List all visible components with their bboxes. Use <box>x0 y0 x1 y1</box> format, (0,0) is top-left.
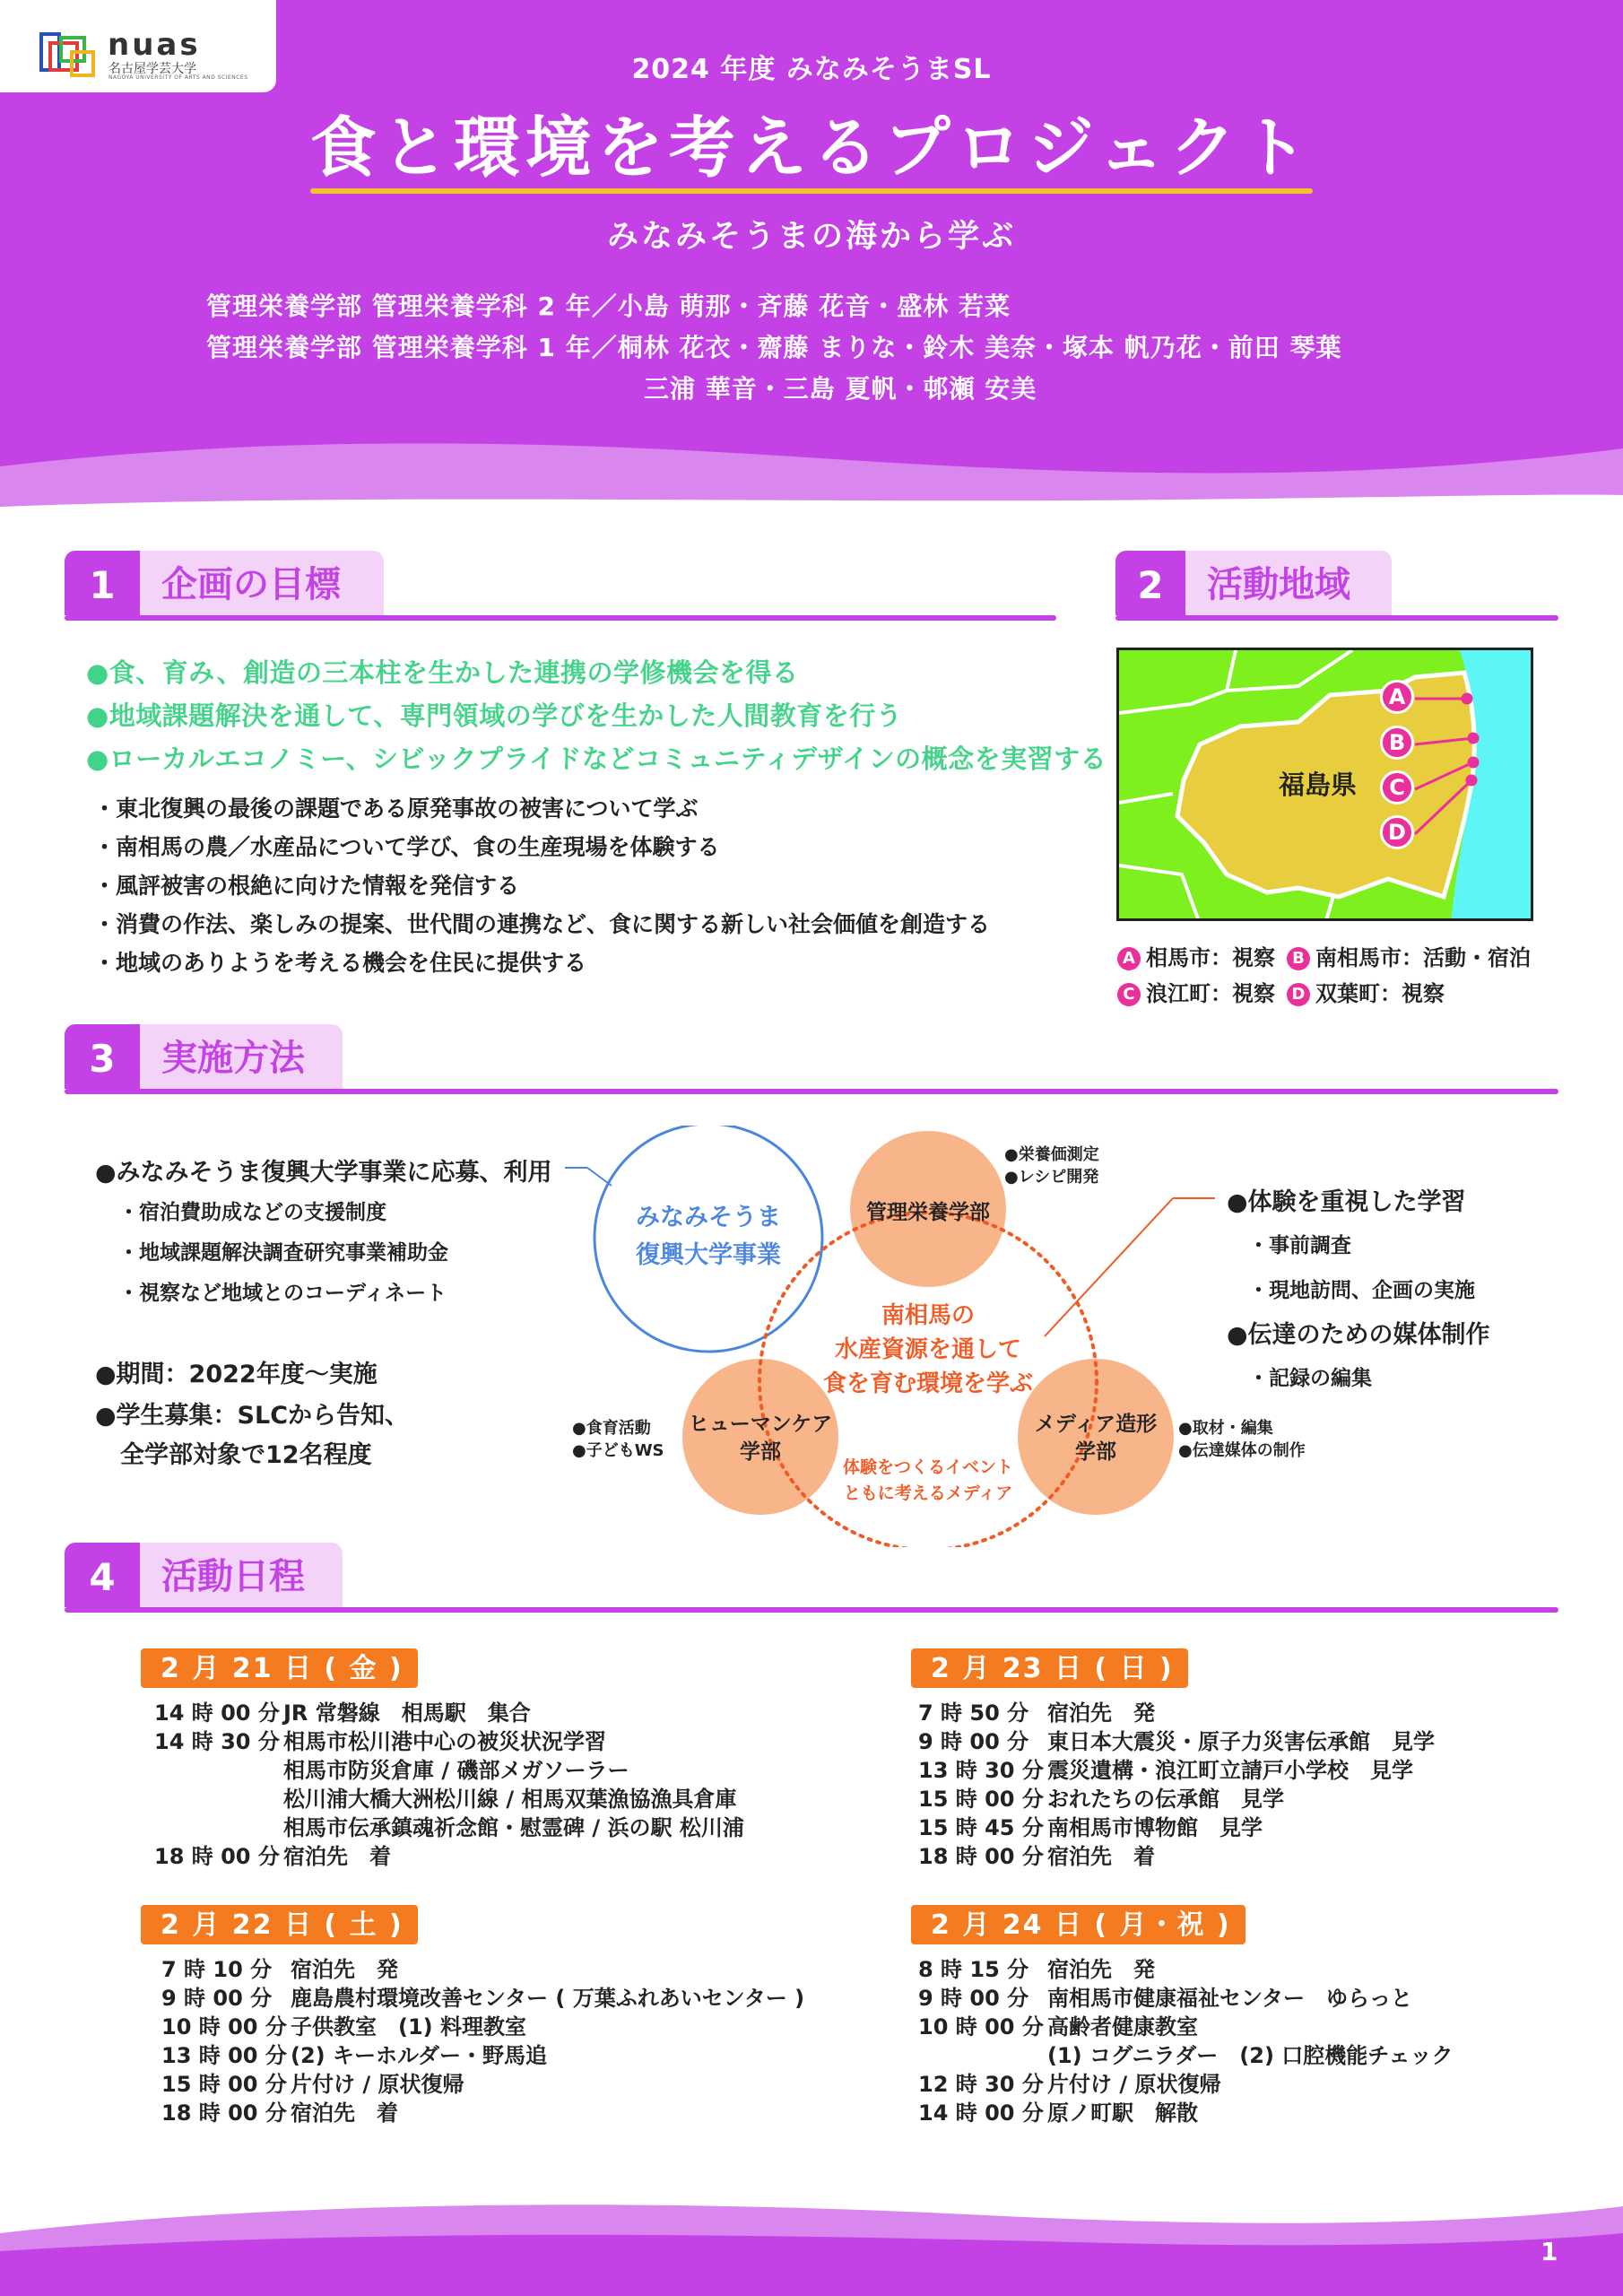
map-legend-item <box>1287 976 1445 1007</box>
section-rule <box>1115 615 1558 621</box>
schedule-event: (1) コグニラダー (2) 口腔機能チェック <box>1047 2043 1454 2068</box>
note-line: ●取材・編集 <box>1178 1419 1273 1438</box>
dept-label-line: 学部 <box>740 1440 781 1464</box>
legend-text: 浪江町：視察 <box>1146 981 1275 1006</box>
schedule-row <box>161 1984 804 2013</box>
legend-dot-icon: D <box>1287 983 1310 1006</box>
dept-humancare <box>682 1411 838 1466</box>
method-sub: ・宿泊費助成などの支援制度 <box>118 1201 386 1224</box>
legend-text: 双葉町：視察 <box>1315 981 1445 1006</box>
section-title: 企画の目標 <box>140 551 384 615</box>
schedule-time: 15 時 00 分 <box>161 2072 287 2097</box>
schedule-time <box>154 1813 273 1842</box>
dept-media <box>1018 1411 1174 1466</box>
section-rule <box>65 1607 1558 1613</box>
program-label <box>619 1199 798 1274</box>
schedule-time: 18 時 00 分 <box>918 1844 1044 1869</box>
schedule-row <box>918 1785 1435 1813</box>
schedule-row <box>161 2070 804 2099</box>
dept-label-line: メディア造形 <box>1034 1413 1158 1436</box>
map-pin-b: B <box>1380 726 1414 760</box>
schedule-event: 片付け / 原状復帰 <box>1047 2072 1221 2097</box>
schedule-row <box>154 1699 744 1727</box>
core-subtheme-line: ともに考えるメディア <box>843 1483 1013 1503</box>
section-title: 活動地域 <box>1185 551 1392 615</box>
schedule-event: (2) キーホルダー・野馬追 <box>291 2043 548 2068</box>
map-legend-item <box>1117 940 1275 971</box>
schedule-event: JR 常磐線 相馬駅 集合 <box>283 1700 531 1726</box>
section-rule <box>65 1089 1558 1094</box>
schedule-day-label: 2 月 24 日 ( 月・祝 ) <box>911 1905 1245 1944</box>
page-subtitle: みなみそうまの海から学ぶ <box>606 219 1016 255</box>
schedule-row <box>154 1727 744 1756</box>
method-main: ●みなみそうま復興大学事業に応募、利用 <box>95 1159 552 1187</box>
schedule-time: 9 時 00 分 <box>918 1986 1029 2011</box>
schedule-row <box>918 2013 1454 2041</box>
list-item: ・東北復興の最後の課題である原発事故の被害について学ぶ <box>93 796 699 822</box>
schedule-row <box>161 2013 804 2041</box>
legend-dot-icon: C <box>1117 983 1141 1006</box>
schedule-row <box>918 1699 1435 1727</box>
schedule-event: 相馬市伝承鎮魂祈念館・慰霊碑 / 浜の駅 松川浦 <box>283 1815 744 1840</box>
schedule-time: 9 時 00 分 <box>918 1729 1029 1754</box>
footer-wave <box>0 2197 1623 2296</box>
schedule-row <box>918 1727 1435 1756</box>
section-number: 4 <box>65 1543 140 1607</box>
logo-jp: 名古屋学芸大学 <box>108 62 196 76</box>
year-label: 2024 年度 みなみそうまSL <box>631 54 992 85</box>
schedule-row <box>918 1984 1454 2013</box>
logo-name: nuas <box>108 27 201 63</box>
approach-sub: ・現地訪問、企画の実施 <box>1248 1279 1475 1302</box>
schedule-day-label: 2 月 21 日 ( 金 ) <box>141 1648 418 1688</box>
schedule-event: 子供教室 (1) 料理教室 <box>291 2014 526 2039</box>
core-subtheme <box>820 1455 1036 1507</box>
method-period: ●期間：2022年度〜実施 <box>95 1361 378 1388</box>
schedule-row <box>161 2099 804 2127</box>
legend-text: 南相馬市：活動・宿泊 <box>1315 945 1531 970</box>
section-number: 2 <box>1115 551 1185 615</box>
schedule-row <box>918 1756 1435 1785</box>
method-recruit: 全学部対象で12名程度 <box>120 1441 372 1469</box>
title-underline <box>310 188 1313 194</box>
goal-item: ●地域課題解決を通して、専門領域の学びを生かした人間教育を行う <box>86 700 903 731</box>
schedule-event: 松川浦大橋大洲松川線 / 相馬双葉漁協漁具倉庫 <box>283 1787 737 1812</box>
schedule-day-label: 2 月 22 日 ( 土 ) <box>141 1905 418 1944</box>
approach-heading: ●伝達のための媒体制作 <box>1227 1321 1490 1349</box>
map-legend-item <box>1287 940 1531 971</box>
note-line: ●食育活動 <box>572 1419 651 1438</box>
schedule-list <box>918 1955 1454 2127</box>
page-title: 食と環境を考えるプロジェクト <box>309 109 1314 187</box>
region-map <box>1116 648 1533 921</box>
core-theme-line: 水産資源を通して <box>834 1336 1021 1363</box>
members-line: 管理栄養学部 管理栄養学科 1 年／桐林 花衣・齋藤 まりな・鈴木 美奈・塚本 帆乃花・前田 琴葉 <box>206 333 1342 362</box>
schedule-list <box>154 1699 744 1871</box>
note-line: ●伝達媒体の制作 <box>1178 1441 1306 1460</box>
schedule-event: 宿泊先 発 <box>291 1957 398 1982</box>
approach-sub: ・記録の編集 <box>1248 1367 1372 1390</box>
dept-nutrition: 管理栄養学部 <box>866 1201 990 1224</box>
media-notes <box>1178 1417 1306 1462</box>
schedule-day-label: 2 月 23 日 ( 日 ) <box>911 1648 1188 1688</box>
schedule-time: 14 時 00 分 <box>154 1700 280 1726</box>
list-item: ・風評被害の根絶に向けた情報を発信する <box>93 873 520 899</box>
core-theme <box>794 1299 1063 1401</box>
schedule-list <box>918 1699 1435 1871</box>
schedule-time: 14 時 30 分 <box>154 1729 280 1754</box>
schedule-event: 片付け / 原状復帰 <box>291 2072 464 2097</box>
schedule-event: おれたちの伝承館 見学 <box>1047 1787 1284 1812</box>
schedule-row <box>154 1756 744 1785</box>
schedule-time: 15 時 45 分 <box>918 1815 1044 1840</box>
schedule-row <box>918 2070 1454 2099</box>
legend-text: 相馬市：視察 <box>1146 945 1275 970</box>
approach-heading: ●体験を重視した学習 <box>1227 1188 1466 1216</box>
method-sub: ・地域課題解決調査研究事業補助金 <box>118 1241 448 1265</box>
legend-dot-icon: B <box>1287 947 1310 970</box>
schedule-event: 宿泊先 着 <box>1047 1844 1155 1869</box>
section-number: 1 <box>65 551 140 615</box>
method-sub: ・視察など地域とのコーディネート <box>118 1282 447 1305</box>
collaboration-diagram <box>565 1126 1264 1547</box>
schedule-event: 相馬市防災倉庫 / 磯部メガソーラー <box>283 1758 629 1783</box>
goal-detail-list <box>93 789 990 982</box>
nutrition-notes <box>1004 1144 1099 1188</box>
schedule-row <box>154 1813 744 1842</box>
schedule-row <box>918 2041 1454 2070</box>
schedule-time: 18 時 00 分 <box>154 1844 280 1869</box>
program-label-line: 復興大学事業 <box>636 1241 781 1269</box>
schedule-row <box>918 2099 1454 2127</box>
map-legend-item <box>1117 976 1275 1007</box>
schedule-row <box>154 1785 744 1813</box>
list-item: ・地域のありようを考える機会を住民に提供する <box>93 950 587 976</box>
schedule-row <box>154 1842 744 1871</box>
schedule-row <box>161 2041 804 2070</box>
members-line: 管理栄養学部 管理栄養学科 2 年／小島 萌那・斉藤 花音・盛林 若菜 <box>206 291 1011 321</box>
header-wave <box>0 430 1623 507</box>
section-rule <box>65 615 1056 621</box>
schedule-time: 12 時 30 分 <box>918 2072 1044 2097</box>
header-banner <box>0 0 1623 507</box>
schedule-row <box>918 1813 1435 1842</box>
humancare-notes <box>572 1417 664 1462</box>
schedule-time: 8 時 15 分 <box>918 1957 1029 1982</box>
map-label: 福島県 <box>1279 770 1358 800</box>
schedule-time: 15 時 00 分 <box>918 1787 1044 1812</box>
schedule-time: 13 時 30 分 <box>918 1758 1044 1783</box>
note-line: ●栄養価測定 <box>1004 1145 1099 1164</box>
program-label-line: みなみそうま <box>636 1204 781 1231</box>
schedule-row <box>161 1955 804 1984</box>
page-number: 1 <box>1541 2237 1558 2266</box>
schedule-event: 相馬市松川港中心の被災状況学習 <box>283 1729 606 1754</box>
map-pin-c: C <box>1380 770 1414 804</box>
section-number: 3 <box>65 1024 140 1089</box>
schedule-time: 7 時 50 分 <box>918 1700 1029 1726</box>
list-item: ・南相馬の農／水産品について学び、食の生産現場を体験する <box>93 834 720 860</box>
schedule-time: 10 時 00 分 <box>918 2014 1044 2039</box>
core-theme-line: 食を育む環境を学ぶ <box>822 1370 1033 1397</box>
legend-dot-icon: A <box>1117 947 1141 970</box>
schedule-event: 原ノ町駅 解散 <box>1047 2100 1198 2126</box>
schedule-row <box>918 1955 1454 1984</box>
schedule-event: 東日本大震災・原子力災害伝承館 見学 <box>1047 1729 1435 1754</box>
schedule-time: 10 時 00 分 <box>161 2014 287 2039</box>
dept-label-line: ヒューマンケア <box>688 1413 833 1436</box>
schedule-event: 高齢者健康教室 <box>1047 2014 1198 2039</box>
map-pin-d: D <box>1380 815 1414 849</box>
method-recruit: ●学生募集：SLCから告知、 <box>95 1402 410 1430</box>
schedule-time: 7 時 10 分 <box>161 1957 273 1982</box>
schedule-event: 宿泊先 着 <box>291 2100 398 2126</box>
schedule-row <box>918 1842 1435 1871</box>
section-title: 実施方法 <box>140 1024 343 1089</box>
schedule-time: 13 時 00 分 <box>161 2043 287 2068</box>
note-line: ●レシピ開発 <box>1004 1168 1099 1187</box>
schedule-time <box>154 1756 273 1785</box>
note-line: ●子どもWS <box>572 1441 664 1460</box>
schedule-event: 南相馬市博物館 見学 <box>1047 1815 1263 1840</box>
core-subtheme-line: 体験をつくるイベント <box>842 1457 1013 1477</box>
members-line: 三浦 華音・三島 夏帆・邨瀬 安美 <box>644 374 1037 404</box>
schedule-event: 宿泊先 発 <box>1047 1700 1155 1726</box>
goal-item: ●ローカルエコノミー、シビックプライドなどコミュニティデザインの概念を実習する <box>86 744 1107 774</box>
approach-sub: ・事前調査 <box>1248 1234 1351 1257</box>
core-theme-line: 南相馬の <box>881 1302 975 1329</box>
dept-label-line: 学部 <box>1075 1440 1116 1464</box>
schedule-event: 南相馬市健康福祉センター ゆらっと <box>1047 1986 1413 2011</box>
schedule-list <box>161 1955 804 2127</box>
schedule-event: 鹿島農村環境改善センター ( 万葉ふれあいセンター ) <box>291 1986 805 2011</box>
schedule-time: 18 時 00 分 <box>161 2100 287 2126</box>
schedule-time <box>154 1785 273 1813</box>
schedule-time: 9 時 00 分 <box>161 1986 273 2011</box>
logo-en: NAGOYA UNIVERSITY OF ARTS AND SCIENCES <box>108 74 248 81</box>
list-item: ・消費の作法、楽しみの提案、世代間の連携など、食に関する新しい社会価値を創造する <box>93 911 991 937</box>
schedule-event: 宿泊先 発 <box>1047 1957 1155 1982</box>
schedule-time: 14 時 00 分 <box>918 2100 1044 2126</box>
schedule-time <box>918 2041 1037 2070</box>
section-title: 活動日程 <box>140 1543 343 1607</box>
schedule-event: 宿泊先 着 <box>283 1844 391 1869</box>
goal-item: ●食、育み、創造の三本柱を生かした連携の学修機会を得る <box>86 657 799 688</box>
map-pin-a: A <box>1380 680 1414 714</box>
schedule-event: 震災遺構・浪江町立請戸小学校 見学 <box>1047 1758 1413 1783</box>
